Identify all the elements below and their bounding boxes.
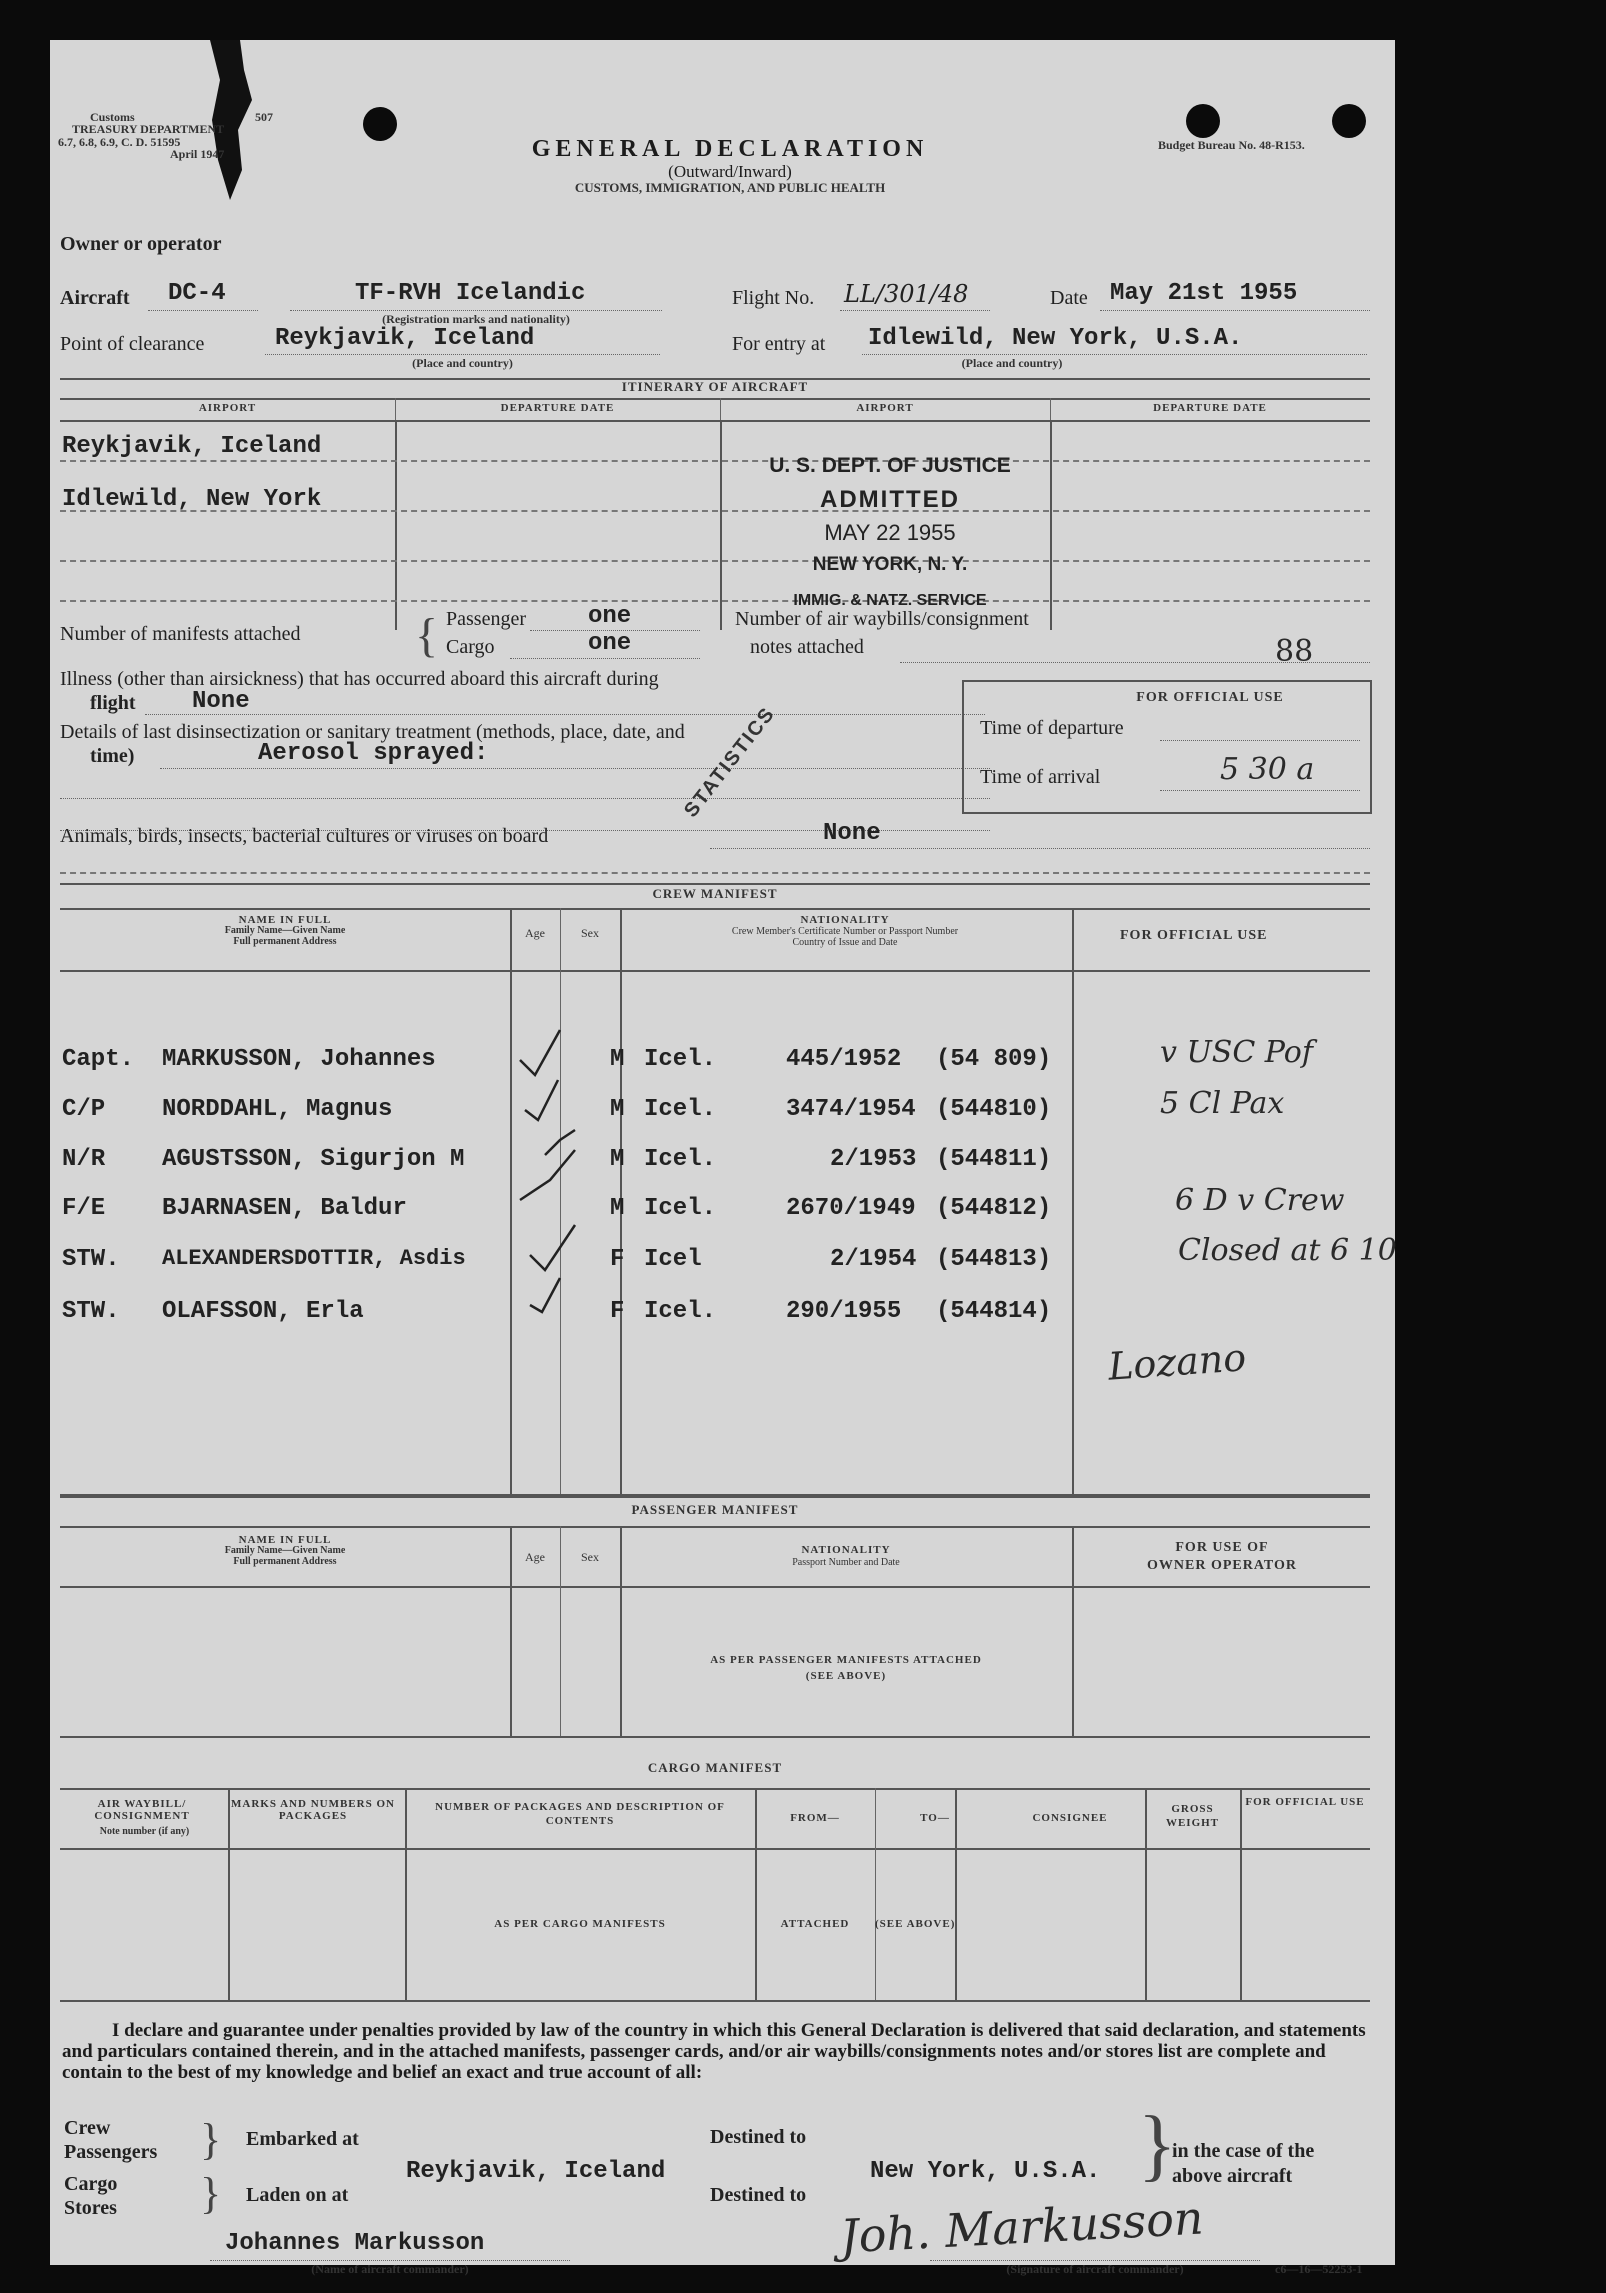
crew-certificate: 290/1955 (786, 1298, 902, 1325)
entry-value: Idlewild, New York, U.S.A. (868, 325, 1243, 352)
crew-official-note: 6 D v Crew (1175, 1183, 1345, 1218)
manifests-label: Number of manifests attached (60, 623, 301, 645)
crew-nationality: Icel. (644, 1046, 717, 1073)
crew-nationality: Icel. (644, 1146, 717, 1173)
passenger-col-nationality-2: Passport Number and Date (792, 1557, 900, 1568)
document-page (50, 40, 1397, 2276)
crew-rank: STW. (62, 1298, 120, 1325)
passenger-col-name-3: Full permanent Address (233, 1556, 337, 1567)
crew-col-nationality-3: Country of Issue and Date (792, 937, 898, 948)
decl-case-2: above aircraft (1172, 2165, 1293, 2187)
statistics-stamp: STATISTICS (680, 702, 780, 822)
cargo-note-3: (SEE ABOVE) (875, 1918, 956, 1930)
animals-label: Animals, birds, insects, bacterial cultures or viruses on board (60, 825, 549, 847)
registration-caption: (Registration marks and nationality) (382, 312, 570, 326)
checkmarks (490, 1020, 650, 1320)
customs-form-number: 507 (255, 110, 273, 124)
passenger-col-owner-2: OWNER OPERATOR (1147, 1558, 1297, 1573)
crew-number: (544811) (936, 1146, 1052, 1173)
crew-name: OLAFSSON, Erla (162, 1298, 364, 1325)
customs-line4: April 1947 (170, 147, 225, 161)
passenger-col-sex: Sex (581, 1550, 599, 1564)
aircraft-value: DC-4 (168, 280, 226, 307)
cargo-col-packages: NUMBER OF PACKAGES AND DESCRIPTION OF CONTENTS (435, 1801, 725, 1827)
cargo-col-to: TO— (920, 1812, 950, 1824)
entry-caption: (Place and country) (961, 356, 1063, 370)
budget-bureau: Budget Bureau No. 48-R153. (1158, 138, 1305, 152)
crew-nationality: Icel. (644, 1298, 717, 1325)
passenger-col-age: Age (525, 1550, 545, 1564)
official-initials: Lozano (1106, 1335, 1248, 1389)
cargo-col-marks: MARKS AND NUMBERS ON PACKAGES (231, 1798, 395, 1822)
crew-certificate: 2670/1949 (786, 1195, 916, 1222)
decl-cargo: Cargo (64, 2173, 118, 2195)
clearance-label: Point of clearance (60, 333, 205, 355)
itinerary-col-departure-2: DEPARTURE DATE (1153, 402, 1267, 414)
admitted-stamp-line4: NEW YORK, N. Y. (812, 554, 968, 575)
owner-label: Owner or operator (60, 233, 222, 255)
illness-label: Illness (other than airsickness) that has occurred aboard this aircraft during (60, 668, 659, 690)
crew-number: (544812) (936, 1195, 1052, 1222)
flight-label: Flight No. (732, 287, 815, 309)
form-subtitle: (Outward/Inward) (668, 162, 792, 181)
form-number: c6—16—52253-1 (1275, 2262, 1363, 2276)
form-title: GENERAL DECLARATION (531, 136, 929, 162)
customs-line1: Customs (90, 110, 135, 124)
crew-sex: F (610, 1246, 625, 1273)
crew-official-note: Closed at 6 10 (1178, 1233, 1397, 1268)
crew-nationality: Icel (644, 1246, 702, 1273)
crew-sex: M (610, 1195, 625, 1222)
brace-crew: } (200, 2115, 222, 2164)
crew-number: (54 809) (936, 1046, 1052, 1073)
decl-passengers: Passengers (64, 2141, 158, 2163)
animals-value: None (823, 820, 881, 847)
commander-name: Johannes Markusson (225, 2230, 485, 2257)
bracket-right: } (1138, 2101, 1177, 2189)
crew-col-official: FOR OFFICIAL USE (1120, 928, 1268, 943)
crew-col-nationality-2: Crew Member's Certificate Number or Passport Number (731, 926, 959, 937)
itinerary-row-2: Idlewild, New York (62, 486, 322, 513)
punch-hole (1332, 104, 1366, 138)
cargo-manifest-value: one (588, 630, 632, 657)
crew-name: AGUSTSSON, Sigurjon M (162, 1146, 465, 1173)
crew-official-note: 5 Cl Pax (1160, 1086, 1285, 1121)
passenger-col-name: NAME IN FULL (238, 1534, 332, 1546)
passenger-col-nationality: NATIONALITY (801, 1544, 891, 1556)
cargo-note-1: AS PER CARGO MANIFESTS (494, 1918, 666, 1930)
decl-destined-2: Destined to (710, 2184, 807, 2206)
crew-certificate: 445/1952 (786, 1046, 902, 1073)
crew-name: ALEXANDERSDOTTIR, Asdis (162, 1246, 466, 1271)
disinsect-label: Details of last disinsectization or sanitary treatment (methods, place, date, and (60, 721, 685, 743)
crew-sex: M (610, 1146, 625, 1173)
cargo-col-from: FROM— (790, 1812, 840, 1824)
crew-number: (544810) (936, 1096, 1052, 1123)
decl-case-1: in the case of the (1172, 2140, 1315, 2162)
punch-hole (1186, 104, 1220, 138)
decl-embarked: Embarked at (246, 2128, 359, 2150)
crew-name: MARKUSSON, Johannes (162, 1046, 436, 1073)
cargo-col-waybill: AIR WAYBILL/ CONSIGNMENT (94, 1798, 190, 1822)
crew-title: CREW MANIFEST (652, 886, 778, 901)
crew-rank: C/P (62, 1096, 106, 1123)
customs-line3: 6.7, 6.8, 6.9, C. D. 51595 (58, 135, 181, 149)
flight-value: LL/301/48 (844, 280, 969, 308)
clearance-value: Reykjavik, Iceland (275, 325, 535, 352)
crew-number: (544813) (936, 1246, 1052, 1273)
crew-col-sex: Sex (581, 926, 599, 940)
admitted-stamp-line2: ADMITTED (820, 486, 960, 513)
cargo-title: CARGO MANIFEST (647, 1760, 783, 1775)
decl-laden: Laden on at (246, 2184, 349, 2206)
cargo-col-weight: GROSS WEIGHT (1165, 1803, 1220, 1829)
decl-crew: Crew (64, 2117, 111, 2139)
date-label: Date (1050, 287, 1088, 309)
crew-rank: Capt. (62, 1046, 135, 1073)
registration-value: TF-RVH Icelandic (355, 280, 586, 307)
brace: { (415, 609, 439, 662)
passenger-manifest-value: one (588, 603, 632, 630)
passenger-note-2: (SEE ABOVE) (805, 1670, 887, 1682)
admitted-stamp-line1: U. S. DEPT. OF JUSTICE (769, 454, 1011, 477)
crew-rank: F/E (62, 1195, 106, 1222)
declaration-text: I declare and guarantee under penalties provided by law of the country in which this General Declaration is delivered that said declaration, and statements and particulars contained therein, and in the attached manifests, passenger cards, and/or air waybills/consignments notes and/or stores list are complete and contain to the best of my knowledge and belief an exact and true account of all: (62, 2020, 1366, 2083)
decl-from-value: Reykjavik, Iceland (406, 2158, 666, 2185)
punch-hole (363, 107, 397, 141)
crew-certificate: 3474/1954 (786, 1096, 916, 1123)
passenger-manifest-label: Passenger (446, 608, 526, 630)
waybills-label-2: notes attached (750, 636, 864, 658)
admitted-stamp-date: MAY 22 1955 (824, 520, 956, 545)
crew-col-name: NAME IN FULL (238, 914, 332, 926)
passenger-title: PASSENGER MANIFEST (631, 1502, 799, 1517)
crew-sex: F (610, 1298, 625, 1325)
crew-number: (544814) (936, 1298, 1052, 1325)
cargo-col-waybill-note: Note number (if any) (99, 1826, 190, 1837)
clearance-caption: (Place and country) (412, 356, 513, 370)
crew-sex: M (610, 1096, 625, 1123)
cargo-note-2: ATTACHED (780, 1918, 850, 1930)
crew-col-nationality: NATIONALITY (800, 914, 890, 926)
arrival-time-value: 5 30 a (1220, 752, 1315, 787)
signature-caption: (Signature of aircraft commander) (1006, 2262, 1184, 2276)
admitted-stamp-line5: IMMIG. & NATZ. SERVICE (793, 592, 987, 609)
waybills-value: 88 (1275, 634, 1314, 669)
passenger-note-1: AS PER PASSENGER MANIFESTS ATTACHED (710, 1654, 982, 1666)
itinerary-title: ITINERARY OF AIRCRAFT (621, 379, 809, 394)
crew-sex: M (610, 1046, 625, 1073)
disinsect-value: Aerosol sprayed: (258, 740, 489, 767)
arrival-time-label: Time of arrival (980, 766, 1101, 788)
itinerary-row-1: Reykjavik, Iceland (62, 433, 322, 460)
passenger-col-owner-1: FOR USE OF (1175, 1540, 1269, 1555)
crew-official-note: v USC Pof (1160, 1035, 1313, 1070)
crew-rank: STW. (62, 1246, 120, 1273)
official-use-title: FOR OFFICIAL USE (1136, 690, 1284, 705)
crew-name: BJARNASEN, Baldur (162, 1195, 407, 1222)
itinerary-col-airport-2: AIRPORT (856, 402, 914, 414)
waybills-label-1: Number of air waybills/consignment (735, 608, 1029, 630)
decl-to-value: New York, U.S.A. (870, 2158, 1101, 2185)
crew-col-age: Age (525, 926, 545, 940)
customs-line2: TREASURY DEPARTMENT (72, 122, 225, 136)
crew-certificate: 2/1954 (830, 1246, 917, 1273)
crew-col-name-2: Family Name—Given Name (224, 925, 346, 936)
entry-label: For entry at (732, 333, 826, 355)
cargo-manifest-label: Cargo (446, 636, 495, 658)
departure-time-label: Time of departure (980, 717, 1124, 739)
crew-nationality: Icel. (644, 1096, 717, 1123)
disinsect-label-2: time) (90, 745, 135, 767)
itinerary-col-airport: AIRPORT (198, 402, 257, 414)
crew-rank: N/R (62, 1146, 106, 1173)
decl-destined-1: Destined to (710, 2126, 807, 2148)
crew-name: NORDDAHL, Magnus (162, 1096, 393, 1123)
torn-mark (200, 40, 260, 200)
brace-cargo: } (200, 2169, 222, 2218)
illness-label-2: flight (90, 692, 136, 714)
commander-caption: (Name of aircraft commander) (311, 2262, 469, 2276)
aircraft-label: Aircraft (60, 287, 130, 309)
cargo-col-consignee: CONSIGNEE (1032, 1812, 1108, 1824)
cargo-col-official: FOR OFFICIAL USE (1245, 1796, 1365, 1808)
itinerary-col-departure: DEPARTURE DATE (500, 402, 615, 414)
crew-col-name-3: Full permanent Address (233, 936, 337, 947)
form-subtitle-2: CUSTOMS, IMMIGRATION, AND PUBLIC HEALTH (574, 180, 886, 195)
passenger-col-name-2: Family Name—Given Name (224, 1545, 346, 1556)
crew-nationality: Icel. (644, 1195, 717, 1222)
illness-value: None (192, 688, 250, 715)
date-value: May 21st 1955 (1110, 280, 1298, 307)
decl-stores: Stores (64, 2197, 117, 2219)
commander-signature: Joh. Markusson (838, 2190, 1205, 2264)
crew-certificate: 2/1953 (830, 1146, 917, 1173)
